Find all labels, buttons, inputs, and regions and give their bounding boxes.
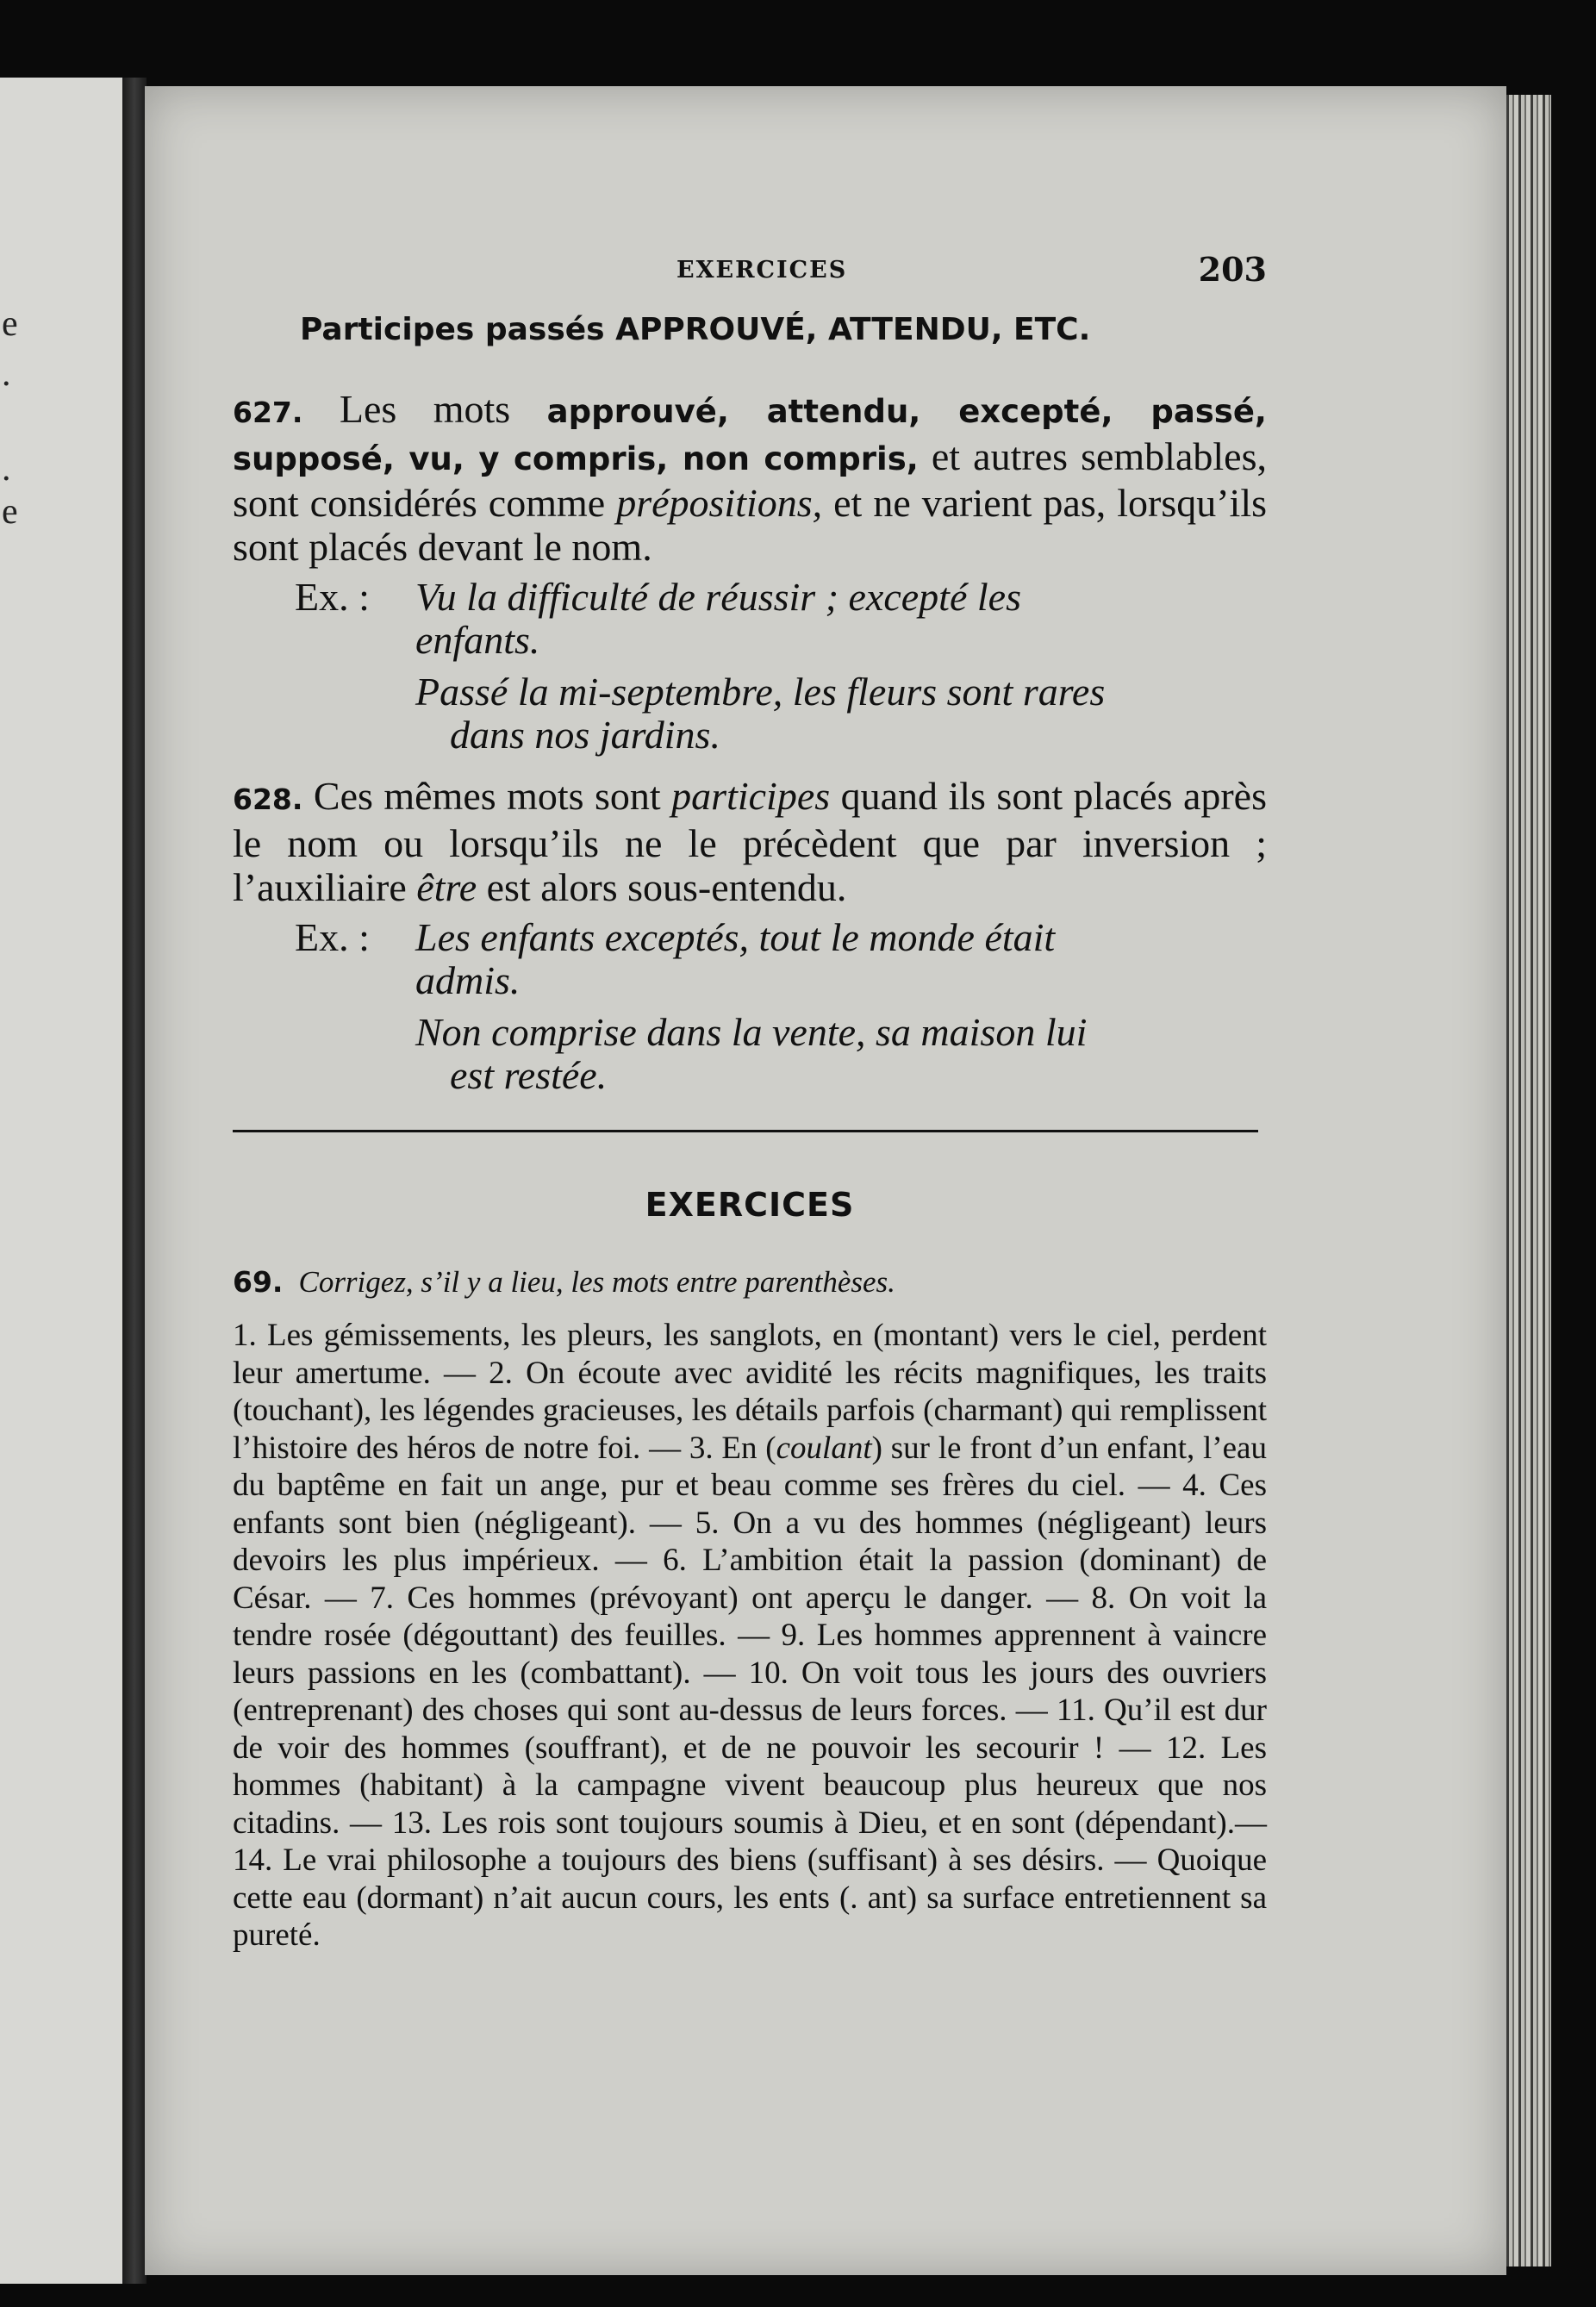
example-line: Non comprise dans la vente, sa maison lui	[415, 1010, 1088, 1054]
example-line: Les enfants exceptés, tout le monde était	[415, 915, 1056, 959]
rule-text: et ne varient pas, lorsqu’ils sont placés devant le nom.	[233, 481, 1267, 569]
rule-italic-term: être	[416, 865, 477, 909]
page-edge-stack	[1506, 95, 1551, 2266]
example-627-second	[415, 670, 1267, 757]
rule-number: 627.	[233, 396, 303, 429]
rule-number: 628.	[233, 783, 303, 816]
exercises-heading: EXERCICES	[645, 1186, 855, 1224]
rule-text: Les mots	[302, 387, 547, 431]
adjacent-page-strip	[0, 78, 122, 2284]
left-page-fragment: e	[2, 492, 18, 532]
section-divider	[233, 1130, 1258, 1132]
instruction-text: Corrigez, s’il y a lieu, les mots entre parenthèses.	[298, 1265, 895, 1299]
running-head	[233, 250, 1267, 293]
rule-text: est alors sous-entendu.	[477, 865, 847, 909]
rule-text: quand ils sont placés après le nom ou lorsqu’ils ne le précèdent que par inversion ; l’auxiliaire	[233, 774, 1268, 909]
rule-text: Ces mêmes mots sont	[302, 774, 672, 818]
example-line: dans nos jardins.	[450, 713, 720, 757]
rule-bold-terms: approuvé, attendu, excepté, passé, supposé, vu, y compris, non compris,	[233, 393, 1267, 477]
example-line: enfants.	[415, 618, 540, 662]
example-line: admis.	[415, 958, 521, 1002]
example-line: est restée.	[450, 1053, 608, 1097]
left-page-fragment: e	[2, 304, 18, 344]
example-label: Ex. :	[295, 575, 370, 619]
running-head-title: EXERCICES	[676, 257, 848, 284]
left-page-fragment: .	[2, 449, 11, 489]
exercise-text-part: ) sur le front d’un enfant, l’eau du baptême en fait un ange, pur et beau comme ses frères du ciel. — 4. Ces enfants sont bien (négligeant). — 5. On a vu des hommes (négligeant) leurs devoirs les plus impérieux. — 6. L’ambition était la passion (dominant) de César. — 7. Ces hommes (prévoyant) ont aperçu le danger. — 8. On voit la tendre rosée (dégouttant) des feuilles. — 9. Les hommes apprennent à vaincre leurs passions en les (combattant). — 10. On voit tous les jours des ouvriers (entreprenant) des choses qui sont au-dessus de leurs forces. — 11. Qu’il est dur de voir des hommes (souffrant), et de ne pouvoir les secourir ! — 12. Les hommes (habitant) à la campagne vivent beaucoup plus heureux que nos citadins. — 13. Les rois sont toujours soumis à Dieu, et en sont (dépendant).— 14. Le vrai philosophe a toujours des biens (suffisant) à ses désirs. — Quoique cette eau (dormant) n’ait aucun cours, les ents (. ant) sa surface entretiennent sa pureté.	[233, 1430, 1267, 1953]
example-line: Passé la mi-septembre, les fleurs sont rares	[415, 670, 1106, 714]
exercise-text-part: 1. Les gémissements, les pleurs, les sanglots, en (montant) vers le ciel, perdent leur amertume. — 2. On écoute avec avidité les récits magnifiques, les traits (touchant), les légendes gracieuses, les détails parfois (charmant) qui remplissent l’histoire des héros de notre foi. — 3. En (	[233, 1318, 1267, 1466]
rule-627	[233, 387, 1267, 569]
exercise-italic-word: coulant	[776, 1430, 872, 1466]
example-628-second	[415, 1011, 1267, 1097]
examples-627	[295, 576, 1267, 662]
rule-628	[233, 774, 1267, 909]
exercise-number: 69.	[233, 1265, 284, 1299]
examples-628	[295, 916, 1267, 1002]
rule-text: et autres semblables, sont considérés comme	[233, 434, 1267, 525]
left-page-fragment: .	[2, 354, 11, 394]
example-label: Ex. :	[295, 915, 370, 959]
book-gutter	[122, 78, 147, 2284]
exercise-instruction	[233, 1265, 1267, 1300]
exercise-69-text	[233, 1317, 1267, 1955]
page-content	[233, 250, 1267, 1986]
page-number: 203	[1198, 250, 1267, 289]
rule-italic-term: prépositions,	[616, 481, 823, 525]
rule-italic-term: participes	[671, 774, 831, 818]
example-line: Vu la difficulté de réussir ; excepté les	[415, 575, 1021, 619]
section-title: Participes passés APPROUVÉ, ATTENDU, ETC.	[300, 312, 1091, 347]
